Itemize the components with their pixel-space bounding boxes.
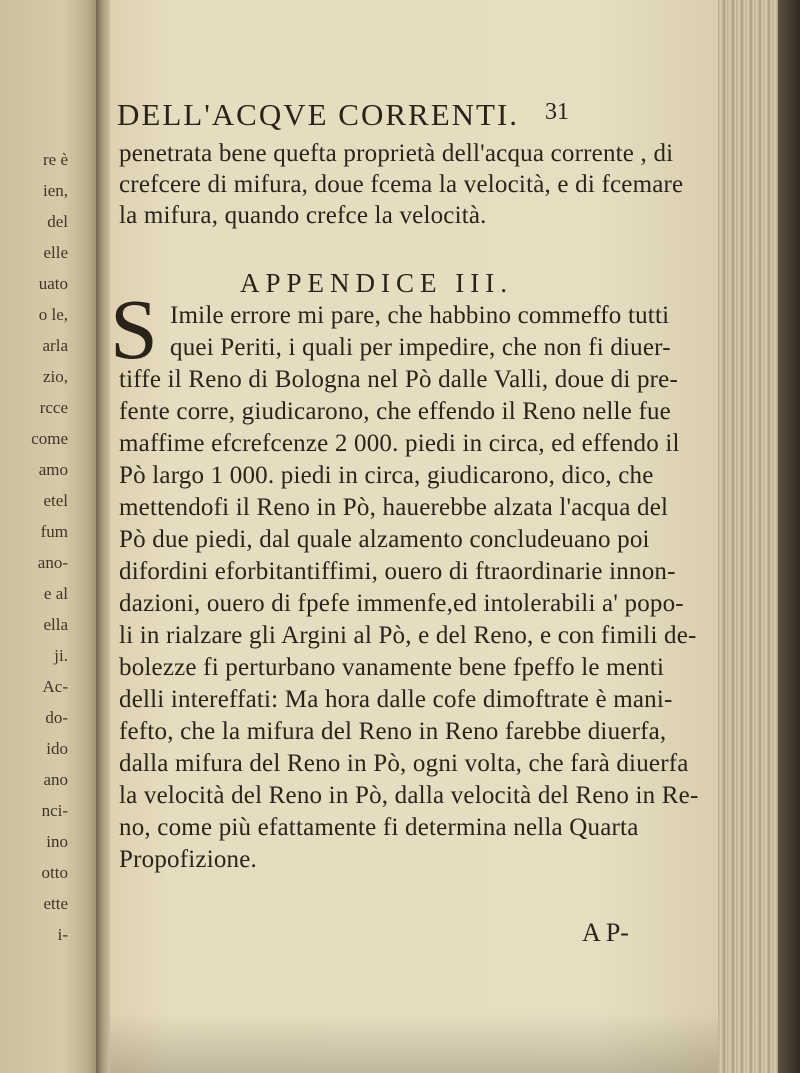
intro-line-1: penetrata bene quefta proprietà dell'acqua corrente , di: [119, 140, 674, 167]
left-page-fragment: nci-: [41, 801, 68, 820]
paragraph-line-7: mettendofi il Reno in Pò, hauerebbe alzata l'acqua del: [119, 494, 669, 521]
left-page-fragment: elle: [43, 243, 68, 262]
left-page-fragment: do-: [45, 708, 68, 727]
paragraph-line-3: tiffe il Reno di Bologna nel Pò dalle Valli, doue di pre-: [119, 366, 678, 393]
paragraph-line-14: fefto, che la mifura del Reno in Reno farebbe diuerfa,: [119, 718, 667, 745]
left-page-fragment: etel: [43, 491, 68, 510]
left-page-fragment: ella: [43, 615, 68, 634]
left-page-fragment: uato: [38, 274, 68, 293]
left-page-fragment: zio,: [42, 367, 68, 386]
left-page-fragment: e al: [43, 584, 68, 603]
page-stack-edge: [718, 0, 800, 1073]
paragraph-line-8: Pò due piedi, dal quale alzamento concludeuano poi: [119, 526, 650, 553]
paragraph-line-1: Imile errore mi pare, che habbino commeffo tutti: [170, 302, 670, 329]
left-page-fragment: i-: [57, 925, 68, 944]
paragraph-line-10: dazioni, ouero di fpefe immenfe,ed intolerabili a' popo-: [119, 590, 684, 617]
running-title: DELL'ACQVE CORRENTI.: [117, 97, 520, 132]
paragraph-line-16: la velocità del Reno in Pò, dalla velocità del Reno in Re-: [119, 782, 699, 809]
page-bottom-shadow: [110, 1013, 718, 1073]
catchword: A P-: [582, 918, 629, 947]
intro-line-2: crefcere di mifura, doue fcema la velocità, e di fcemare: [119, 171, 684, 198]
intro-line-3: la mifura, quando crefce la velocità.: [119, 202, 487, 229]
paragraph-line-13: delli intereffati: Ma hora dalle cofe dimoftrate è mani-: [119, 686, 673, 713]
drop-cap: S: [110, 281, 158, 377]
left-page-fragment: fum: [40, 522, 68, 541]
paragraph-line-12: bolezze fi perturbano vanamente bene fpeffo le menti: [119, 654, 665, 681]
left-page-fragment: ji.: [54, 646, 68, 665]
left-page-fragment: come: [31, 429, 68, 448]
background-shadow: [778, 0, 800, 1073]
left-page-fragment: ino: [46, 832, 68, 851]
paragraph-line-4: fente corre, giudicarono, che effendo il Reno nelle fue: [119, 398, 671, 425]
left-page-fragment: otto: [41, 863, 68, 882]
paragraph-line-9: difordini eforbitantiffimi, ouero di ftraordinarie innon-: [119, 558, 676, 585]
section-title: APPENDICE III.: [240, 268, 513, 298]
paragraph-line-2: quei Periti, i quali per impedire, che non fi diuer-: [170, 334, 671, 361]
paragraph-line-15: dalla mifura del Reno in Pò, ogni volta, che farà diuerfa: [119, 750, 689, 777]
left-page-fragment: o le,: [38, 305, 68, 324]
page-number: 31: [545, 99, 569, 125]
left-page-fragment: ien,: [42, 181, 68, 200]
left-page-fragment: arla: [42, 336, 68, 355]
paragraph-line-17: no, come più efattamente fi determina nella Quarta: [119, 814, 639, 841]
left-page-fragment: ano: [43, 770, 68, 789]
facing-page-edge: [0, 0, 102, 1073]
left-page-fragment: amo: [38, 460, 68, 479]
paragraph-line-6: Pò largo 1 000. piedi in circa, giudicarono, dico, che: [119, 462, 654, 489]
left-page-fragment: ido: [46, 739, 68, 758]
left-page-fragment: Ac-: [42, 677, 68, 696]
paragraph-line-11: li in rialzare gli Argini al Pò, e del Reno, e con fimili de-: [119, 622, 697, 649]
paragraph-line-5: maffime efcrefcenze 2 000. piedi in circa, ed effendo il: [119, 430, 680, 457]
left-page-fragment: ano-: [37, 553, 68, 572]
book-gutter: [96, 0, 110, 1073]
left-page-fragment: re è: [42, 150, 68, 169]
left-page-fragment: rcce: [39, 398, 68, 417]
left-page-fragment: del: [47, 212, 68, 231]
left-page-fragment: ette: [43, 894, 68, 913]
paragraph-line-18: Propofizione.: [119, 846, 257, 873]
